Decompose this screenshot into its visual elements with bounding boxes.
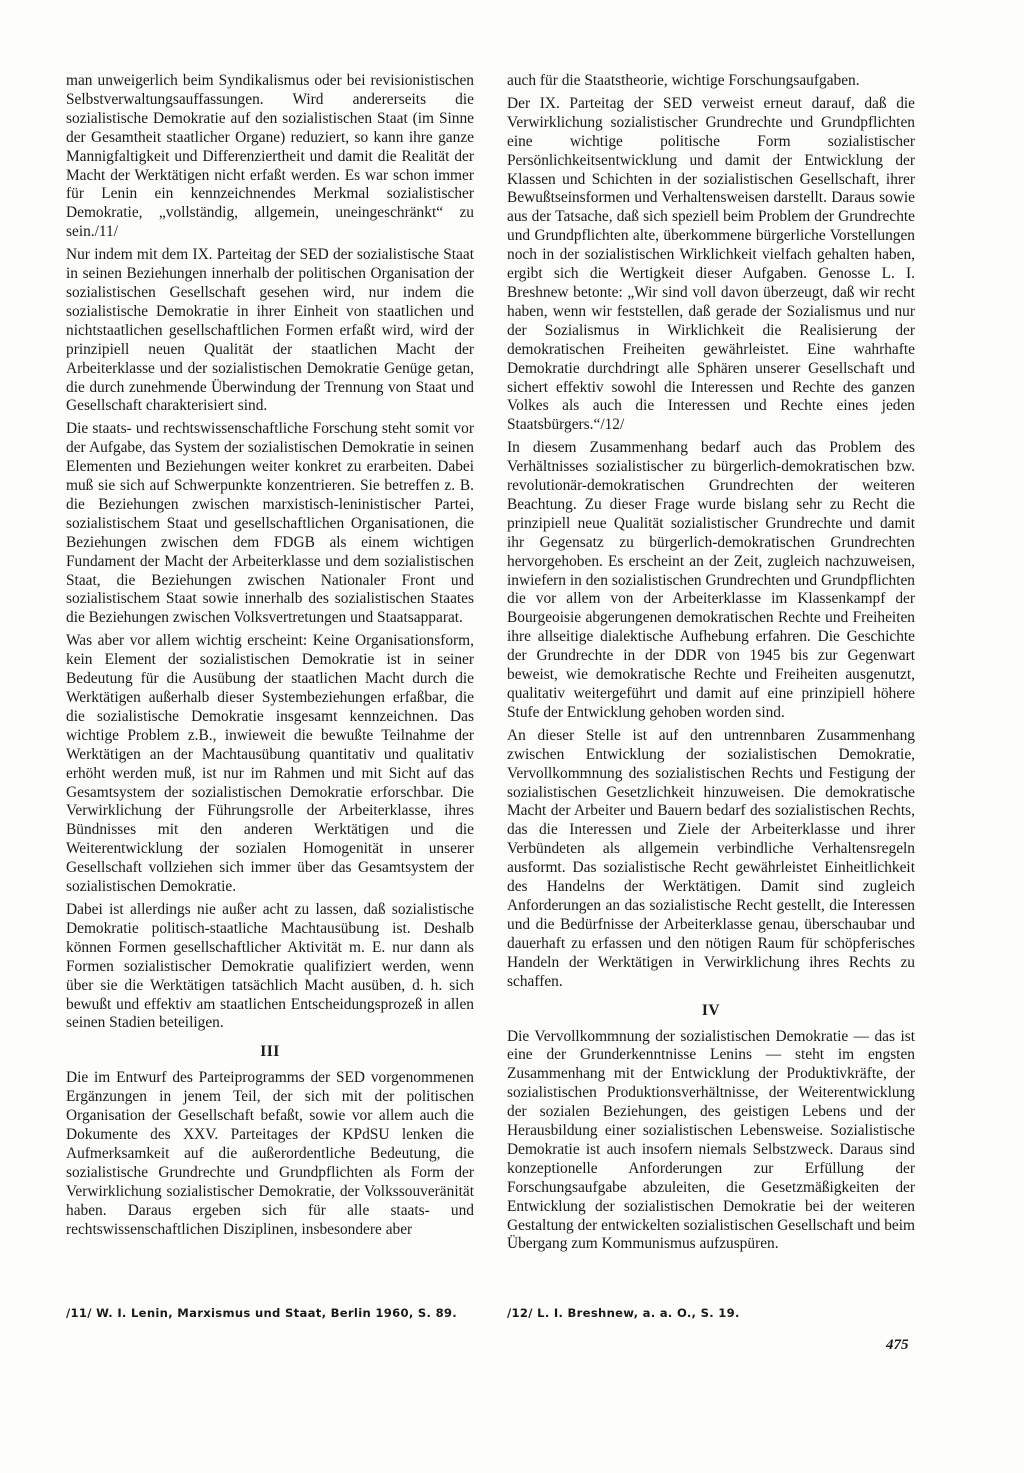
paragraph: Der IX. Parteitag der SED verweist erneut darauf, daß die Verwirklichung sozialistischer Grundrechte und Grundpflichten eine wichtige politische Form sozialistischer Persönlichkeitsentwicklung und damit der Entwicklung der Klassen und Schichten in der sozialistischen Gesellschaft, ihrer Bewußtseinsformen und Verhaltensweisen darstellt. Daraus sowie aus der Tatsache, daß sich speziell beim Problem der Grundrechte und Grundpflichten alte, überkommene bürgerliche Vorstellungen noch in der sozialistischen Wirklichkeit vielfach gehalten haben, ergibt sich die Wertigkeit dieser Aufgaben. Genosse L. I. Breshnew betonte: „Wir sind voll davon überzeugt, daß wir recht haben, wenn wir feststellen, daß gerade der Sozialismus und nur der Sozialismus in Wirklichkeit die Realisierung der demokratischen Freiheiten gewährleistet. Eine wahrhafte Demokratie durchdringt alle Sphären unserer Gesellschaft und sichert effektiv sowohl die Interessen und Rechte des ganzen Volkes als auch die Interessen und Rechte eines jeden Staatsbürgers.“/12/ [507,94,915,434]
section-heading-iii: III [260,1043,280,1061]
paragraph: Nur indem mit dem IX. Parteitag der SED der sozialistische Staat in seinen Beziehungen innerhalb der politischen Organisation der sozialistischen Gesellschaft gesehen wird, nur indem die sozialistische Demokratie in ihrer Einheit von staatlichen und nichtstaatlichen gesellschaftlichen Formen erfaßt wird, wird der prinzipiell neuen Qualität der staatlichen Macht der Arbeiterklasse und der sozialistischen Demokratie Genüge getan, die durch zunehmende Überwindung der Trennung von Staat und Gesellschaft charakterisiert sind. [66,246,474,415]
paragraph: man unweigerlich beim Syndikalismus oder bei revisionistischen Selbstverwaltungsauffassungen. Wird andererseits die sozialistische Demokratie auf den sozialistischen Staat (im Sinne der Gesamtheit staatlicher Organe) reduziert, so kann ihre ganze Mannigfaltigkeit und Differenziertheit und damit die Realität der Macht der Werktätigen nicht erfaßt werden. Es war schon immer für Lenin ein kennzeichnendes Merkmal sozialistischer Demokratie, „vollständig, allgemein, uneingeschränkt“ zu sein./11/ [66,72,474,241]
paragraph: auch für die Staatstheorie, wichtige Forschungsaufgaben. [507,72,860,89]
paragraph: Dabei ist allerdings nie außer acht zu lassen, daß sozialistische Demokratie politisch-staatliche Machtausübung ist. Deshalb können Formen gesellschaftlicher Aktivität m. E. nur dann als Formen sozialistischer Demokratie qualifiziert werden, wenn über sie die Werktätigen tatsächlich Macht ausüben, d. h. sich bewußt und effektiv am staatlichen Entscheidungsprozeß in allen seinen Stadien beteiligen. [66,900,474,1032]
right-column [507,72,915,1258]
paragraph: An dieser Stelle ist auf den untrennbaren Zusammenhang zwischen Entwicklung der sozialistischen Demokratie, Vervollkommnung des sozialistischen Rechts und Festigung der sozialistischen Gesetzlichkeit hinzuweisen. Die demokratische Macht der Arbeiter und Bauern bedarf des sozialistischen Rechts, das die Interessen und Ziele der Arbeiterklasse und ihrer Verbündeten als allgemein verbindliche Verhaltensregeln ausformt. Das sozialistische Recht gewährleistet Einheitlichkeit des Handelns der Werktätigen. Damit sind zugleich Anforderungen an das sozialistische Recht gestellt, die Interessen und die Bedürfnisse der Arbeiterklasse genau, überschaubar und dauerhaft zu erfassen und den nötigen Raum für schöpferisches Handeln der Werktätigen in Verwirklichung ihres Rechts zu schaffen. [507,726,915,990]
paragraph: Die Vervollkommnung der sozialistischen Demokratie — das ist eine der Grunderkenntnisse Lenins — steht im engsten Zusammenhang mit der Entwicklung der Produktivkräfte, der sozialistischen Produktionsverhältnisse, der Weiterentwicklung der sozialen Beziehungen, des geistigen Lebens und der Herausbildung einer sozialistischen Lebensweise. Sozialistische Demokratie ist auch insofern niemals Selbstzweck. Daraus sind konzeptionelle Anforderungen zur Erfüllung der Forschungsaufgabe abzuleiten, die Gesetzmäßigkeiten der Entwicklung der sozialistischen Demokratie bei der weiteren Gestaltung der entwickelten sozialistischen Gesellschaft und beim Übergang zum Kommunismus aufzuspüren. [507,1027,915,1253]
paragraph: Die staats- und rechtswissenschaftliche Forschung steht somit vor der Aufgabe, das System der sozialistischen Demokratie in seinen Elementen und Beziehungen weiter konkret zu erarbeiten. Dabei muß sie sich auf Schwerpunkte konzentrieren. Sie betreffen z. B. die Beziehungen zwischen marxistisch-leninistischer Partei, sozialistischem Staat und gesellschaftlichen Organisationen, die Beziehungen zwischen dem FDGB als einem wichtigen Fundament der Macht der Arbeiterklasse und dem sozialistischen Staat, die Beziehungen zwischen Nationaler Front und sozialistischem Staat sowie innerhalb des sozialistischen Staates die Beziehungen zwischen Volksvertretungen und Staatsapparat. [66,420,474,627]
paragraph: Was aber vor allem wichtig erscheint: Keine Organisationsform, kein Element der sozialistischen Demokratie ist in seiner Bedeutung für die Ausübung der staatlichen Macht durch die Werktätigen außerhalb dieser Systembeziehungen erfaßbar, die die sozialistische Demokratie insgesamt kennzeichnen. Das wichtige Problem z.B., inwieweit die bewußte Teilnahme der Werktätigen an der Machtausübung quantitativ und qualitativ erhöht werden muß, ist nur im Rahmen und mit Sicht auf das Gesamtsystem der sozialistischen Demokratie erforschbar. Die Verwirklichung der Führungsrolle der Arbeiterklasse, ihres Bündnisses mit den anderen Werktätigen und die Weiterentwicklung der sozialen Homogenität in unserer Gesellschaft vollziehen sich immer über das Gesamtsystem der sozialistischen Demokratie. [66,632,474,896]
footnote-11: /11/ W. I. Lenin, Marxismus und Staat, Berlin 1960, S. 89. [66,1306,458,1320]
section-heading-iv: IV [701,1001,721,1019]
footnote-12: /12/ L. I. Breshnew, a. a. O., S. 19. [507,1306,740,1320]
page-number: 475 [886,1337,909,1353]
left-column [66,72,474,1243]
paragraph: Die im Entwurf des Parteiprogramms der SED vorgenommenen Ergänzungen in jenem Teil, der sich mit der politischen Organisation der Gesellschaft befaßt, sowie vor allem auch die Dokumente des XXV. Parteitages der KPdSU lenken die Aufmerksamkeit auf die außerordentliche Bedeutung, die sozialistische Grundrechte und Grundpflichten als Form der Verwirklichung sozialistischer Demokratie, der Volkssouveränität haben. Daraus ergeben sich für alle staats- und rechtswissenschaftlichen Disziplinen, insbesondere aber [66,1069,474,1238]
paragraph: In diesem Zusammenhang bedarf auch das Problem des Verhältnisses sozialistischer zu bürgerlich-demokratischen bzw. revolutionär-demokratischen Grundrechten der weiteren Beachtung. Zu dieser Frage wurde bislang sehr zu Recht die prinzipiell neue Qualität sozialistischer Grundrechte und damit ihr Gegensatz zu bürgerlich-demokratischen Grundrechten hervorgehoben. Es erscheint an der Zeit, zugleich nachzuweisen, inwiefern in den sozialistischen Grundrechten und Grundpflichten die vor allem von der Arbeiterklasse im Klassenkampf der Bourgeoisie abgerungenen demokratischen Rechte und Freiheiten ihre allseitige dialektische Aufhebung erfahren. Die Geschichte der Grundrechte in der DDR von 1945 bis zur Gegenwart beweist, wie demokratische Rechte und Freiheiten ausgenutzt, qualitativ weitergeführt und damit auf eine prinzipiell höhere Stufe der Entwicklung gehoben worden sind. [507,439,915,721]
